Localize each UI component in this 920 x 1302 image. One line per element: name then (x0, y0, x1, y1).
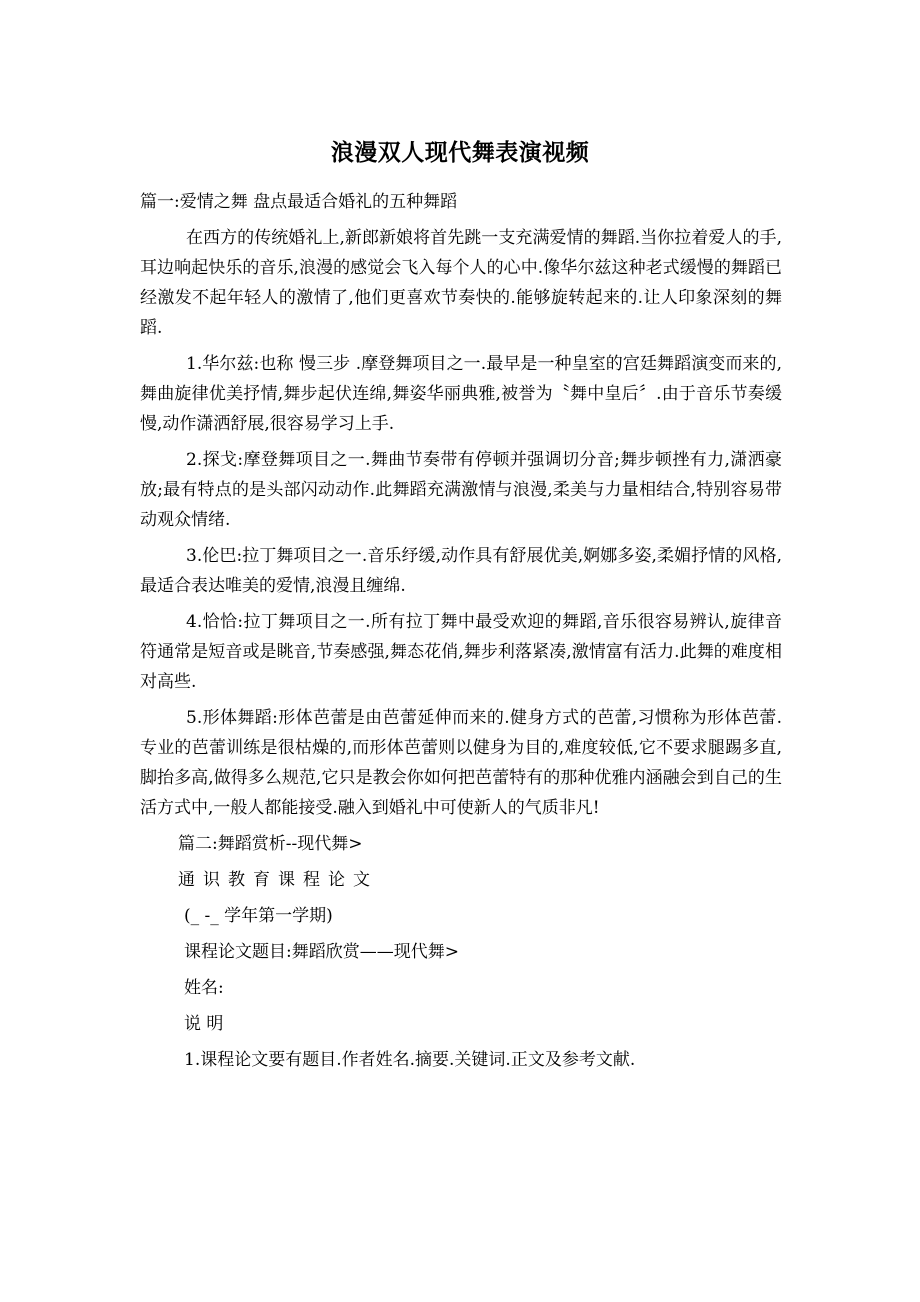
section-heading-1: 篇一:爱情之舞 盘点最适合婚礼的五种舞蹈 (140, 192, 458, 212)
document-body (140, 187, 782, 1081)
course-label: 通识教育课程论文 (178, 870, 378, 890)
notes-label: 说 明 (184, 1014, 224, 1034)
intro-paragraph: 在西方的传统婚礼上,新郎新娘将首先跳一支充满爱情的舞蹈.当你拉着爱人的手,耳边响起快乐的音乐,浪漫的感觉会飞入每个人的心中.像华尔兹这种老式缓慢的舞蹈已经激发不起年轻人的激情了,他们更喜欢节奏快的.能够旋转起来的.让人印象深刻的舞蹈. (140, 228, 782, 338)
list-item: 4.恰恰:拉丁舞项目之一.所有拉丁舞中最受欢迎的舞蹈,音乐很容易辨认,旋律音符通常是短音或是眺音,节奏感强,舞态花俏,舞步利落紧凑,激情富有活力.此舞的难度相对高些. (140, 612, 782, 692)
semester-line: (_ -_ 学年第一学期) (184, 906, 333, 926)
name-label: 姓名: (184, 978, 224, 998)
list-item: 2.探戈:摩登舞项目之一.舞曲节奏带有停顿并强调切分音;舞步顿挫有力,潇洒豪放;最有特点的是头部闪动动作.此舞蹈充满激情与浪漫,柔美与力量相结合,特别容易带动观众情绪. (140, 450, 782, 530)
note-item: 1.课程论文要有题目.作者姓名.摘要.关键词.正文及参考文献. (184, 1050, 636, 1070)
section-heading-2: 篇二:舞蹈赏析--现代舞> (178, 834, 363, 854)
list-item: 3.伦巴:拉丁舞项目之一.音乐纾缓,动作具有舒展优美,婀娜多姿,柔媚抒情的风格,最适合表达唯美的爱情,浪漫且缠绵. (140, 546, 782, 596)
list-item: 1.华尔兹:也称 慢三步 .摩登舞项目之一.最早是一种皇室的宫廷舞蹈演变而来的,舞曲旋律优美抒情,舞步起伏连绵,舞姿华丽典雅,被誉为〝舞中皇后〞.由于音乐节奏缓慢,动作潇洒舒展,很容易学习上手. (140, 354, 782, 434)
list-item: 5.形体舞蹈:形体芭蕾是由芭蕾延伸而来的.健身方式的芭蕾,习惯称为形体芭蕾.专业的芭蕾训练是很枯燥的,而形体芭蕾则以健身为目的,难度较低,它不要求腿踢多直,脚抬多高,做得多么规范,它只是教会你如何把芭蕾特有的那种优雅内涵融会到自己的生活方式中,一般人都能接受.融入到婚礼中可使新人的气质非凡! (140, 708, 782, 818)
document-title: 浪漫双人现代舞表演视频 (330, 139, 590, 166)
paper-title-line: 课程论文题目:舞蹈欣赏——现代舞> (184, 942, 459, 962)
